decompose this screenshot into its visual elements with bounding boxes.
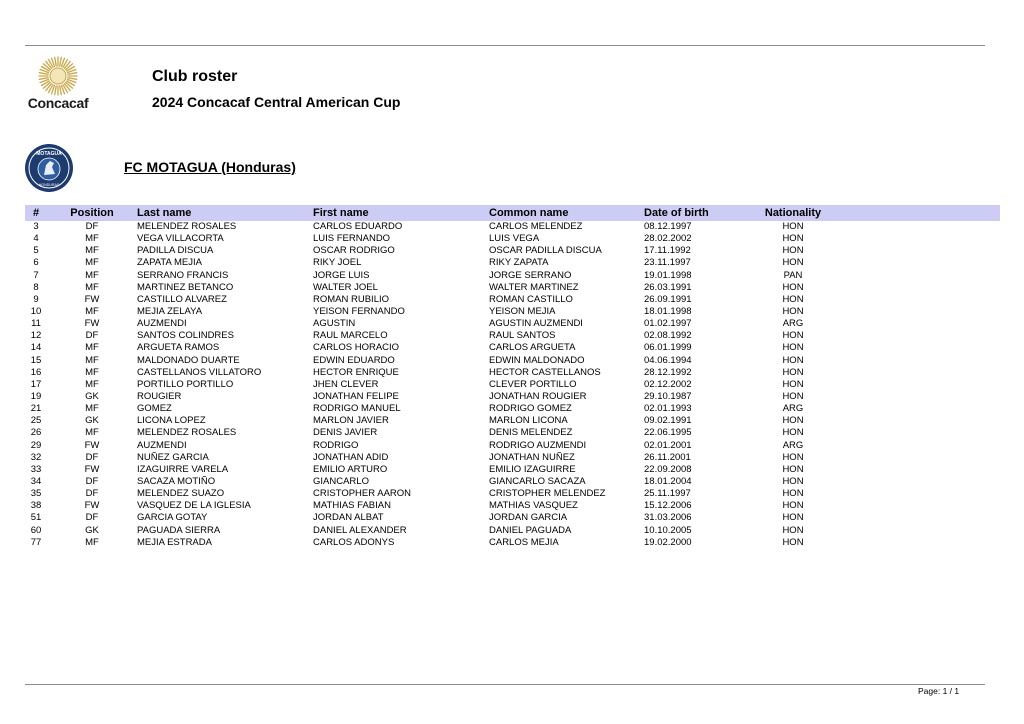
player-first-name: ROMAN RUBILIO bbox=[313, 293, 390, 305]
player-first-name: RIKY JOEL bbox=[313, 257, 362, 269]
player-date-of-birth: 22.06.1995 bbox=[644, 427, 692, 439]
row-spacer bbox=[839, 476, 1000, 488]
player-position: FW bbox=[84, 463, 100, 475]
page-title: Club roster bbox=[152, 68, 238, 85]
player-common-name: MARLON LICONA bbox=[489, 415, 568, 427]
table-row bbox=[25, 221, 1000, 233]
player-common-name: HECTOR CASTELLANOS bbox=[489, 366, 601, 378]
row-spacer bbox=[839, 525, 1000, 537]
row-spacer bbox=[839, 427, 1000, 439]
concacaf-wordmark: Concacaf bbox=[27, 95, 89, 111]
player-position: MF bbox=[85, 257, 99, 269]
player-number: 14 bbox=[30, 342, 42, 354]
player-common-name: OSCAR PADILLA DISCUA bbox=[489, 245, 602, 257]
sun-icon bbox=[36, 55, 80, 97]
player-last-name: MELENDEZ ROSALES bbox=[137, 221, 237, 233]
player-date-of-birth: 23.11.1997 bbox=[644, 257, 691, 269]
player-nationality: HON bbox=[782, 342, 804, 354]
row-spacer bbox=[839, 306, 1000, 318]
player-date-of-birth: 06.01.1999 bbox=[644, 342, 692, 354]
player-common-name: JONATHAN ROUGIER bbox=[489, 391, 587, 403]
player-number: 17 bbox=[30, 378, 42, 390]
player-date-of-birth: 18.01.1998 bbox=[644, 306, 692, 318]
player-common-name: RODRIGO GOMEZ bbox=[489, 403, 572, 415]
player-last-name: PAGUADA SIERRA bbox=[137, 524, 221, 536]
row-spacer bbox=[839, 415, 1000, 427]
table-row bbox=[25, 391, 1000, 403]
player-date-of-birth: 18.01.2004 bbox=[644, 476, 692, 488]
player-nationality: HON bbox=[782, 366, 804, 378]
table-row bbox=[25, 427, 1000, 439]
player-date-of-birth: 02.01.1993 bbox=[644, 403, 692, 415]
player-common-name: RODRIGO AUZMENDI bbox=[489, 439, 587, 451]
player-nationality: HON bbox=[782, 536, 804, 548]
player-number: 16 bbox=[30, 366, 42, 378]
player-common-name: LUIS VEGA bbox=[489, 233, 540, 245]
table-row bbox=[25, 257, 1000, 269]
table-row bbox=[25, 452, 1000, 464]
player-number: 6 bbox=[33, 257, 39, 269]
competition-title: 2024 Concacaf Central American Cup bbox=[152, 94, 401, 110]
player-common-name: CARLOS ARGUETA bbox=[489, 342, 576, 354]
player-number: 7 bbox=[33, 269, 39, 281]
player-last-name: IZAGUIRRE VARELA bbox=[137, 463, 229, 475]
crest-text-top: MOTAGUA bbox=[36, 151, 62, 157]
player-nationality: ARG bbox=[782, 318, 804, 330]
table-row bbox=[25, 476, 1000, 488]
player-number: 5 bbox=[33, 245, 39, 257]
table-row bbox=[25, 537, 1000, 549]
player-common-name: CARLOS MEJIA bbox=[489, 536, 559, 548]
player-number: 60 bbox=[30, 524, 42, 536]
row-spacer bbox=[839, 355, 1000, 367]
player-date-of-birth: 02.12.2002 bbox=[644, 378, 692, 390]
table-row bbox=[25, 306, 1000, 318]
player-first-name: CARLOS EDUARDO bbox=[313, 221, 403, 233]
player-date-of-birth: 17.11.1992 bbox=[644, 245, 691, 257]
player-date-of-birth: 10.10.2005 bbox=[644, 524, 692, 536]
player-first-name: EMILIO ARTURO bbox=[313, 463, 388, 475]
row-spacer bbox=[839, 294, 1000, 306]
player-first-name: HECTOR ENRIQUE bbox=[313, 366, 399, 378]
player-date-of-birth: 28.12.1992 bbox=[644, 366, 692, 378]
player-position: MF bbox=[85, 427, 99, 439]
player-first-name: RODRIGO MANUEL bbox=[313, 403, 401, 415]
player-common-name: CRISTOPHER MELENDEZ bbox=[489, 488, 606, 500]
page-number: Page: 1 / 1 bbox=[918, 686, 960, 696]
player-common-name: EDWIN MALDONADO bbox=[489, 354, 585, 366]
player-position: FW bbox=[84, 293, 100, 305]
table-row bbox=[25, 330, 1000, 342]
player-common-name: GIANCARLO SACAZA bbox=[489, 476, 586, 488]
player-last-name: MEJIA ZELAYA bbox=[137, 306, 203, 318]
player-last-name: VEGA VILLACORTA bbox=[137, 233, 224, 245]
player-number: 12 bbox=[30, 330, 42, 342]
player-first-name: GIANCARLO bbox=[313, 476, 369, 488]
player-common-name: ROMAN CASTILLO bbox=[489, 293, 573, 305]
player-common-name: RIKY ZAPATA bbox=[489, 257, 549, 269]
player-position: DF bbox=[85, 476, 99, 488]
player-first-name: DENIS JAVIER bbox=[313, 427, 378, 439]
player-date-of-birth: 26.09.1991 bbox=[644, 293, 692, 305]
player-position: MF bbox=[85, 306, 99, 318]
player-number: 8 bbox=[33, 281, 39, 293]
player-last-name: AUZMENDI bbox=[137, 439, 187, 451]
player-last-name: SACAZA MOTIÑO bbox=[137, 476, 216, 488]
table-row bbox=[25, 500, 1000, 512]
player-date-of-birth: 02.01.2001 bbox=[644, 439, 692, 451]
player-common-name: JORDAN GARCIA bbox=[489, 512, 568, 524]
player-date-of-birth: 26.03.1991 bbox=[644, 281, 692, 293]
table-row bbox=[25, 464, 1000, 476]
player-position: DF bbox=[85, 488, 99, 500]
player-first-name: JORGE LUIS bbox=[313, 269, 370, 281]
player-first-name: JORDAN ALBAT bbox=[313, 512, 384, 524]
row-spacer bbox=[839, 233, 1000, 245]
player-first-name: YEISON FERNANDO bbox=[313, 306, 405, 318]
player-number: 11 bbox=[31, 318, 41, 330]
player-common-name: EMILIO IZAGUIRRE bbox=[489, 463, 576, 475]
player-nationality: HON bbox=[782, 488, 804, 500]
player-number: 51 bbox=[30, 512, 42, 524]
player-nationality: HON bbox=[782, 257, 804, 269]
player-nationality: HON bbox=[782, 500, 804, 512]
player-common-name: YEISON MEJIA bbox=[489, 306, 556, 318]
player-number: 9 bbox=[33, 293, 39, 305]
table-row bbox=[25, 403, 1000, 415]
player-position: MF bbox=[85, 536, 99, 548]
player-nationality: HON bbox=[782, 354, 804, 366]
player-last-name: CASTILLO ALVAREZ bbox=[137, 293, 227, 305]
player-position: GK bbox=[85, 524, 99, 536]
player-first-name: AGUSTIN bbox=[313, 318, 356, 330]
table-row bbox=[25, 318, 1000, 330]
player-date-of-birth: 25.11.1997 bbox=[644, 488, 691, 500]
player-last-name: GARCIA GOTAY bbox=[137, 512, 208, 524]
player-first-name: JONATHAN FELIPE bbox=[313, 391, 399, 403]
player-last-name: SERRANO FRANCIS bbox=[137, 269, 229, 281]
player-common-name: RAUL SANTOS bbox=[489, 330, 556, 342]
player-number: 25 bbox=[30, 415, 42, 427]
player-common-name: JONATHAN NUÑEZ bbox=[489, 451, 575, 463]
player-last-name: ZAPATA MEJIA bbox=[137, 257, 202, 269]
row-spacer bbox=[839, 379, 1000, 391]
row-spacer bbox=[839, 330, 1000, 342]
table-row bbox=[25, 270, 1000, 282]
player-first-name: EDWIN EDUARDO bbox=[313, 354, 395, 366]
player-last-name: AUZMENDI bbox=[137, 318, 187, 330]
player-last-name: MELENDEZ ROSALES bbox=[137, 427, 237, 439]
player-position: DF bbox=[85, 221, 99, 233]
player-position: GK bbox=[85, 391, 99, 403]
col-header-common-name: Common name bbox=[489, 207, 569, 219]
player-first-name: CARLOS ADONYS bbox=[313, 536, 395, 548]
player-last-name: VASQUEZ DE LA IGLESIA bbox=[137, 500, 251, 512]
concacaf-logo bbox=[22, 55, 94, 115]
player-date-of-birth: 08.12.1997 bbox=[644, 221, 692, 233]
player-first-name: RAUL MARCELO bbox=[313, 330, 388, 342]
player-nationality: HON bbox=[782, 221, 804, 233]
player-nationality: HON bbox=[782, 293, 804, 305]
col-header-spacer bbox=[839, 205, 1000, 221]
player-first-name: WALTER JOEL bbox=[313, 281, 378, 293]
player-nationality: HON bbox=[782, 378, 804, 390]
player-last-name: GOMEZ bbox=[137, 403, 172, 415]
player-nationality: HON bbox=[782, 245, 804, 257]
player-first-name: LUIS FERNANDO bbox=[313, 233, 391, 245]
player-position: DF bbox=[85, 451, 99, 463]
player-last-name: NUÑEZ GARCIA bbox=[137, 451, 209, 463]
player-nationality: HON bbox=[782, 451, 804, 463]
row-spacer bbox=[839, 245, 1000, 257]
player-position: DF bbox=[85, 330, 99, 342]
table-row bbox=[25, 282, 1000, 294]
table-row bbox=[25, 525, 1000, 537]
player-first-name: RODRIGO bbox=[313, 439, 359, 451]
player-position: GK bbox=[85, 415, 99, 427]
player-position: MF bbox=[85, 245, 99, 257]
player-date-of-birth: 22.09.2008 bbox=[644, 463, 692, 475]
player-nationality: HON bbox=[782, 512, 804, 524]
table-row bbox=[25, 488, 1000, 500]
player-number: 38 bbox=[30, 500, 42, 512]
player-last-name: MELENDEZ SUAZO bbox=[137, 488, 225, 500]
row-spacer bbox=[839, 500, 1000, 512]
col-header-first-name: First name bbox=[313, 207, 369, 219]
row-spacer bbox=[839, 342, 1000, 354]
row-spacer bbox=[839, 464, 1000, 476]
player-number: 77 bbox=[30, 536, 42, 548]
player-date-of-birth: 29.10.1987 bbox=[644, 391, 692, 403]
player-date-of-birth: 28.02.2002 bbox=[644, 233, 692, 245]
player-position: DF bbox=[85, 512, 99, 524]
club-name: FC MOTAGUA (Honduras) bbox=[124, 159, 296, 175]
player-date-of-birth: 19.01.1998 bbox=[644, 269, 692, 281]
table-row bbox=[25, 342, 1000, 354]
player-date-of-birth: 31.03.2006 bbox=[644, 512, 692, 524]
player-nationality: HON bbox=[782, 233, 804, 245]
player-last-name: PADILLA DISCUA bbox=[137, 245, 214, 257]
player-position: MF bbox=[85, 378, 99, 390]
player-common-name: DENIS MELENDEZ bbox=[489, 427, 573, 439]
table-row bbox=[25, 512, 1000, 524]
col-header-number: # bbox=[32, 207, 40, 219]
player-number: 35 bbox=[30, 488, 42, 500]
table-row bbox=[25, 367, 1000, 379]
player-date-of-birth: 15.12.2006 bbox=[644, 500, 692, 512]
col-header-last-name: Last name bbox=[137, 207, 192, 219]
player-position: FW bbox=[84, 500, 100, 512]
row-spacer bbox=[839, 282, 1000, 294]
club-crest bbox=[24, 143, 74, 193]
player-nationality: ARG bbox=[782, 403, 804, 415]
player-nationality: HON bbox=[782, 476, 804, 488]
player-number: 32 bbox=[30, 451, 42, 463]
row-spacer bbox=[839, 537, 1000, 549]
player-nationality: HON bbox=[782, 281, 804, 293]
player-number: 29 bbox=[30, 439, 42, 451]
player-date-of-birth: 26.11.2001 bbox=[644, 451, 691, 463]
player-date-of-birth: 02.08.1992 bbox=[644, 330, 692, 342]
player-common-name: AGUSTIN AUZMENDI bbox=[489, 318, 583, 330]
player-number: 19 bbox=[30, 391, 42, 403]
table-row bbox=[25, 355, 1000, 367]
player-number: 34 bbox=[30, 476, 42, 488]
row-spacer bbox=[839, 391, 1000, 403]
player-last-name: SANTOS COLINDRES bbox=[137, 330, 234, 342]
player-last-name: MARTINEZ BETANCO bbox=[137, 281, 234, 293]
player-first-name: CARLOS HORACIO bbox=[313, 342, 400, 354]
player-nationality: ARG bbox=[782, 439, 804, 451]
table-row bbox=[25, 379, 1000, 391]
top-divider bbox=[25, 45, 985, 46]
col-header-nationality: Nationality bbox=[764, 207, 822, 219]
col-header-dob: Date of birth bbox=[644, 207, 709, 219]
row-spacer bbox=[839, 318, 1000, 330]
player-position: MF bbox=[85, 342, 99, 354]
player-first-name: MATHIAS FABIAN bbox=[313, 500, 391, 512]
player-position: MF bbox=[85, 366, 99, 378]
player-last-name: ROUGIER bbox=[137, 391, 182, 403]
player-nationality: HON bbox=[782, 427, 804, 439]
player-common-name: CARLOS MELENDEZ bbox=[489, 221, 583, 233]
row-spacer bbox=[839, 488, 1000, 500]
player-position: FW bbox=[84, 439, 100, 451]
player-number: 3 bbox=[33, 221, 39, 233]
player-number: 21 bbox=[30, 403, 42, 415]
crest-text-bottom: HONDURAS bbox=[38, 183, 60, 187]
row-spacer bbox=[839, 512, 1000, 524]
row-spacer bbox=[839, 270, 1000, 282]
player-nationality: PAN bbox=[783, 269, 803, 281]
player-last-name: PORTILLO PORTILLO bbox=[137, 378, 234, 390]
player-common-name: JORGE SERRANO bbox=[489, 269, 572, 281]
row-spacer bbox=[839, 440, 1000, 452]
player-first-name: CRISTOPHER AARON bbox=[313, 488, 412, 500]
player-nationality: HON bbox=[782, 306, 804, 318]
player-number: 10 bbox=[30, 306, 42, 318]
player-number: 26 bbox=[30, 427, 42, 439]
player-position: MF bbox=[85, 281, 99, 293]
player-nationality: HON bbox=[782, 524, 804, 536]
player-number: 33 bbox=[30, 463, 42, 475]
player-first-name: JHEN CLEVER bbox=[313, 378, 379, 390]
table-row bbox=[25, 294, 1000, 306]
player-last-name: MEJIA ESTRADA bbox=[137, 536, 212, 548]
row-spacer bbox=[839, 367, 1000, 379]
player-date-of-birth: 19.02.2000 bbox=[644, 536, 692, 548]
player-common-name: MATHIAS VASQUEZ bbox=[489, 500, 578, 512]
table-header-row bbox=[25, 205, 1000, 221]
player-common-name: WALTER MARTINEZ bbox=[489, 281, 579, 293]
player-number: 15 bbox=[30, 354, 42, 366]
row-spacer bbox=[839, 403, 1000, 415]
player-nationality: HON bbox=[782, 463, 804, 475]
player-common-name: DANIEL PAGUADA bbox=[489, 524, 572, 536]
player-last-name: MALDONADO DUARTE bbox=[137, 354, 240, 366]
table-row bbox=[25, 245, 1000, 257]
player-first-name: MARLON JAVIER bbox=[313, 415, 389, 427]
player-nationality: HON bbox=[782, 330, 804, 342]
player-date-of-birth: 01.02.1997 bbox=[644, 318, 692, 330]
col-header-position: Position bbox=[70, 207, 114, 219]
player-common-name: CLEVER PORTILLO bbox=[489, 378, 577, 390]
roster-table bbox=[25, 205, 1000, 549]
player-date-of-birth: 04.06.1994 bbox=[644, 354, 692, 366]
row-spacer bbox=[839, 452, 1000, 464]
row-spacer bbox=[839, 221, 1000, 233]
row-spacer bbox=[839, 257, 1000, 269]
player-last-name: LICONA LOPEZ bbox=[137, 415, 206, 427]
player-position: MF bbox=[85, 269, 99, 281]
player-nationality: HON bbox=[782, 391, 804, 403]
player-first-name: OSCAR RODRIGO bbox=[313, 245, 395, 257]
player-last-name: ARGUETA RAMOS bbox=[137, 342, 220, 354]
player-last-name: CASTELLANOS VILLATORO bbox=[137, 366, 262, 378]
player-first-name: DANIEL ALEXANDER bbox=[313, 524, 407, 536]
player-number: 4 bbox=[33, 233, 39, 245]
player-position: MF bbox=[85, 233, 99, 245]
table-row bbox=[25, 440, 1000, 452]
player-date-of-birth: 09.02.1991 bbox=[644, 415, 692, 427]
player-position: MF bbox=[85, 354, 99, 366]
player-position: FW bbox=[84, 318, 100, 330]
bottom-divider bbox=[25, 684, 985, 685]
player-position: MF bbox=[85, 403, 99, 415]
player-nationality: HON bbox=[782, 415, 804, 427]
table-row bbox=[25, 233, 1000, 245]
player-first-name: JONATHAN ADID bbox=[313, 451, 389, 463]
table-row bbox=[25, 415, 1000, 427]
